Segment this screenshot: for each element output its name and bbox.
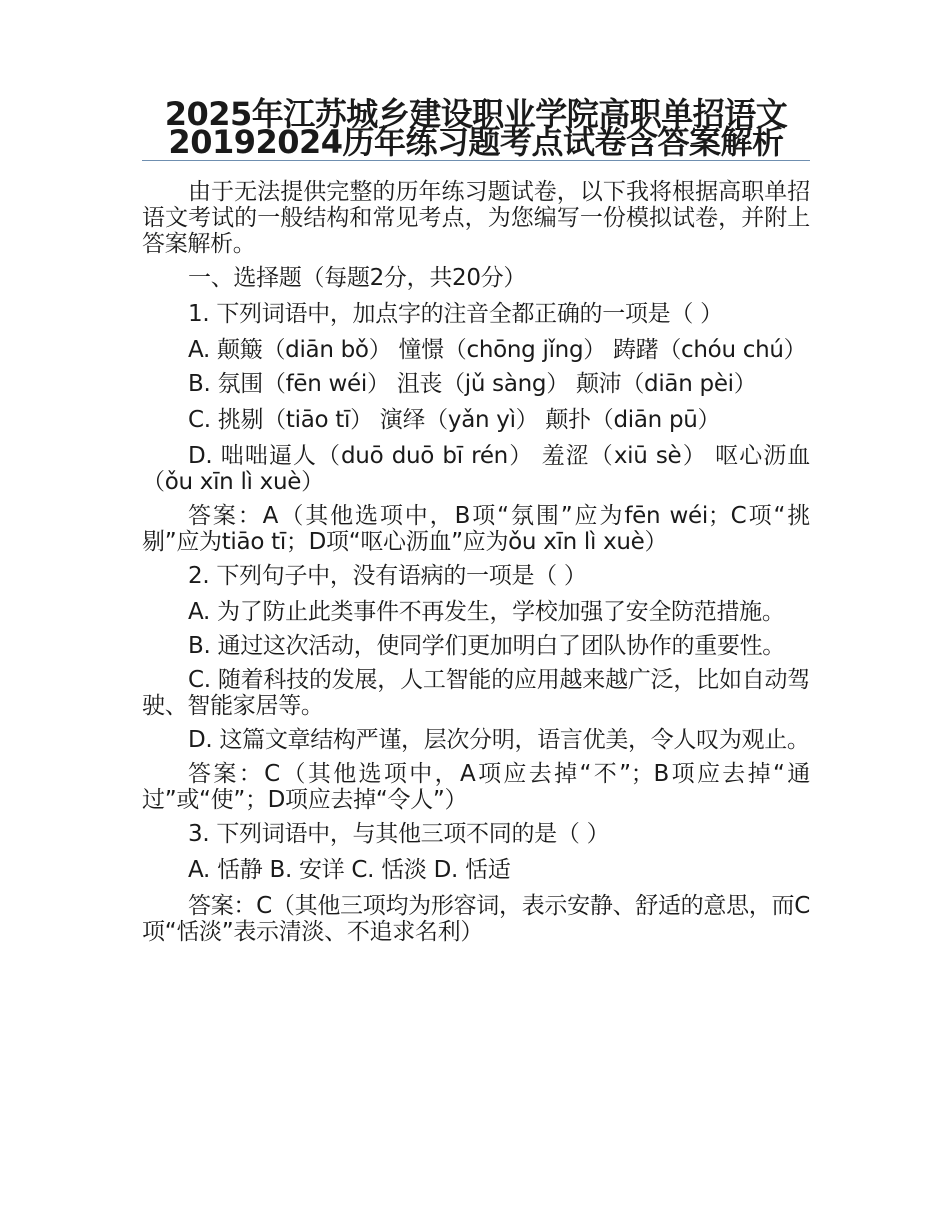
question-1-option-d: D. 咄咄逼人（duō duō bī rén） 羞涩（xiū sè） 呕心沥血（ǒu xīn lì xuè）: [142, 443, 810, 495]
question-2-option-c: C. 随着科技的发展，人工智能的应用越来越广泛，比如自动驾驶、智能家居等。: [142, 667, 810, 719]
question-3-answer: 答案：C（其他三项均为形容词，表示安静、舒适的意思，而C项“恬淡”表示清淡、不追求名利）: [142, 893, 810, 945]
intro-paragraph: 由于无法提供完整的历年练习题试卷，以下我将根据高职单招语文考试的一般结构和常见考点，为您编写一份模拟试卷，并附上答案解析。: [142, 179, 810, 257]
question-1: 1. 下列词语中，加点字的注音全都正确的一项是（ ）: [188, 301, 723, 327]
question-1-answer: 答案：A（其他选项中，B项“氛围”应为fēn wéi；C项“挑剔”应为tiāo tī；D项“呕心沥血”应为ǒu xīn lì xuè）: [142, 503, 810, 555]
question-2: 2. 下列句子中，没有语病的一项是（ ）: [188, 563, 587, 589]
question-2-option-d: D. 这篇文章结构严谨，层次分明，语言优美，令人叹为观止。: [188, 727, 810, 753]
question-1-option-c: C. 挑剔（tiāo tī） 演绎（yǎn yì） 颠扑（diān pū）: [188, 407, 721, 433]
question-3-options: A. 恬静 B. 安详 C. 恬淡 D. 恬适: [188, 857, 511, 883]
question-2-answer: 答案：C（其他选项中，A项应去掉“不”；B项应去掉“通过”或“使”；D项应去掉“令人”）: [142, 761, 810, 813]
question-1-option-a: A. 颠簸（diān bǒ） 憧憬（chōng jǐng） 踌躇（chóu chú）: [188, 337, 807, 363]
question-3: 3. 下列词语中，与其他三项不同的是（ ）: [188, 821, 610, 847]
document-body: [142, 179, 810, 945]
document-title: 2025年江苏城乡建设职业学院高职单招语文20192024历年练习题考点试卷含答案解析: [164, 95, 788, 161]
question-2-option-b: B. 通过这次活动，使同学们更加明白了团队协作的重要性。: [188, 633, 786, 659]
section-heading: 一、选择题（每题2分，共20分）: [188, 265, 527, 291]
question-2-option-a: A. 为了防止此类事件不再发生，学校加强了安全防范措施。: [188, 599, 785, 625]
question-1-option-b: B. 氛围（fēn wéi） 沮丧（jǔ sàng） 颠沛（diān pèi）: [188, 371, 757, 397]
document-page: [142, 95, 810, 953]
